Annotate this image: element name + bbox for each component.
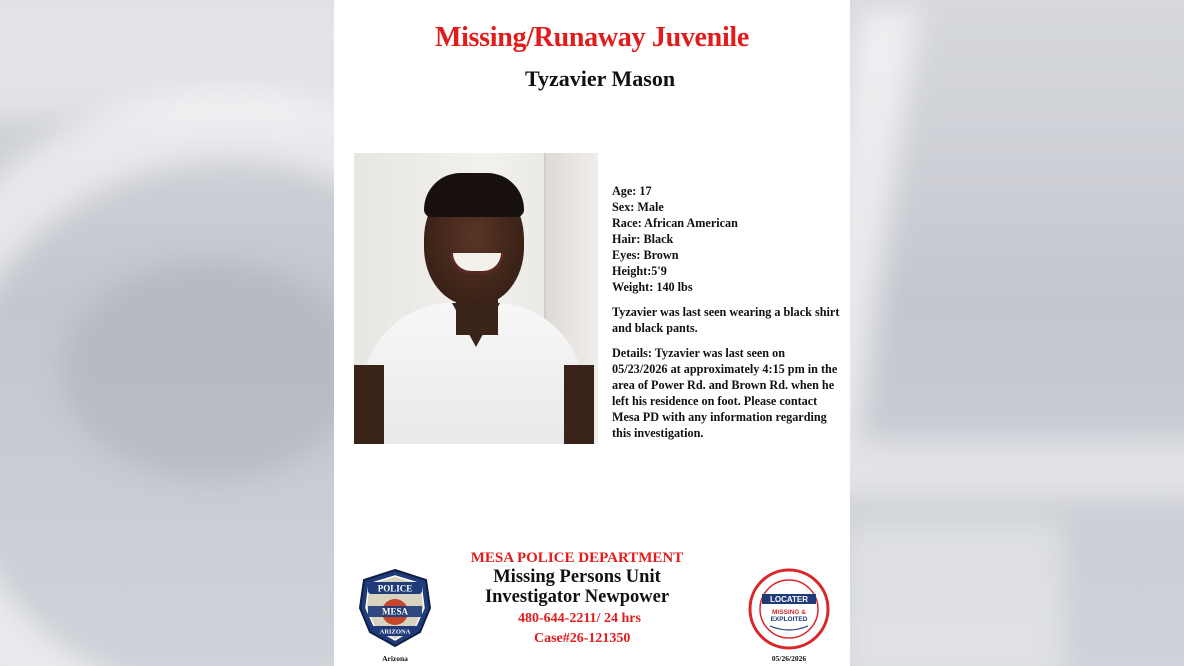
badge-caption: Arizona [382,654,408,663]
missing-person-flyer [334,0,850,666]
seal-label: LOCATER [769,595,809,604]
flyer-title: Missing/Runaway Juvenile [434,22,750,53]
detail-sex: Sex: Male [612,200,664,214]
locater-seal-icon [748,568,830,650]
detail-eyes: Eyes: Brown [612,248,679,262]
phone-number: 480-644-2211/ 24 hrs [518,611,641,626]
seal-date: 05/26/2026 [771,654,807,663]
seal-line-1: MISSING & [772,609,806,616]
investigator-name: Investigator Newpower [484,587,670,607]
contact-block [518,609,641,649]
detail-race: Race: African American [612,216,738,230]
badge-top-text: POLICE [377,583,413,594]
police-badge-icon [356,568,434,648]
detail-height: Height:5'9 [612,264,667,278]
person-name: Tyzavier Mason [524,66,676,91]
detail-weight: Weight: 140 lbs [612,280,693,294]
detail-hair: Hair: Black [612,232,674,246]
unit-name: Missing Persons Unit [493,567,661,587]
case-number: Case#26-121350 [534,631,631,646]
clothing-description: Tyzavier was last seen wearing a black shirt and black pants. [612,305,840,335]
badge-state: ARIZONA [379,628,411,636]
missing-person-photo [354,153,598,444]
badge-city: MESA [381,606,409,617]
person-details [612,183,842,441]
incident-summary: Details: Tyzavier was last seen on 05/23/2026 at approximately 4:15 pm in the area of Power Rd. and Brown Rd. when he left his residence on foot. Please contact Mesa PD with any information regarding this investigation. [612,346,838,440]
department-name: MESA POLICE DEPARTMENT [470,550,684,566]
seal-line-2: EXPLOITED [770,616,808,623]
detail-age: Age: 17 [612,184,652,198]
